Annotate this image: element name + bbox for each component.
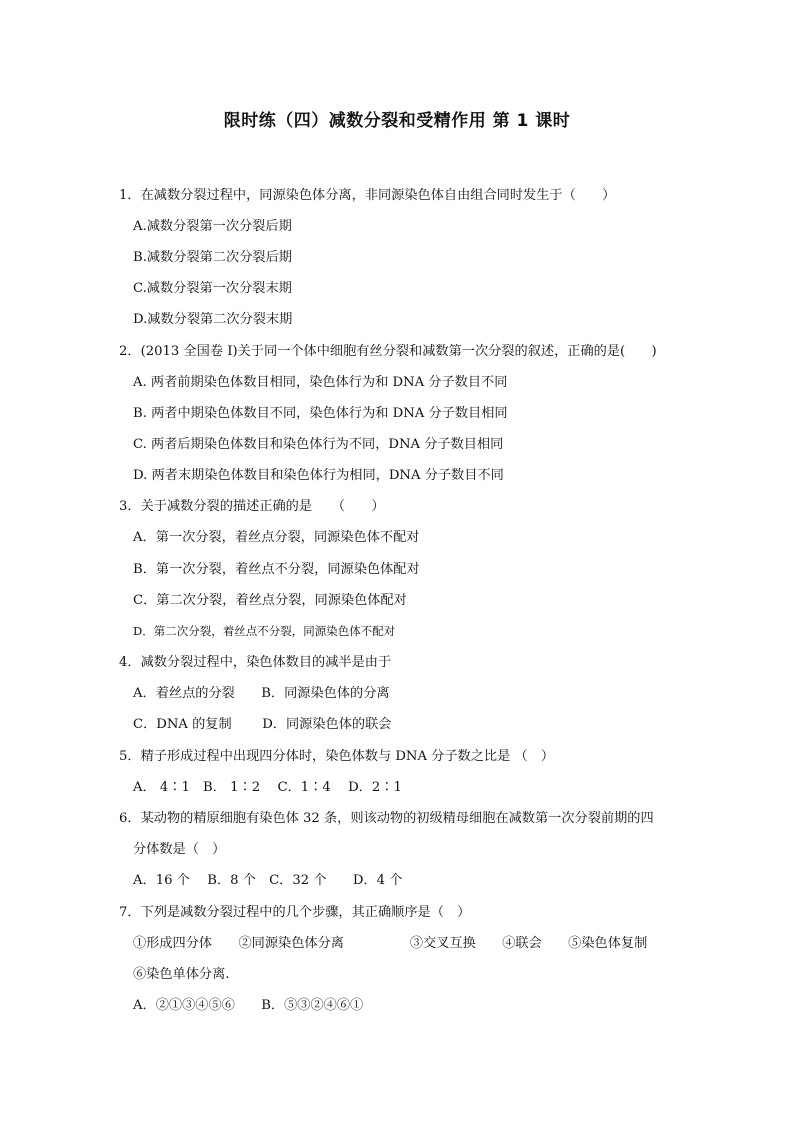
question-3-option-b: B．第一次分裂，着丝点不分裂，同源染色体配对: [133, 562, 420, 577]
question-6-stem-continued: 分体数是（ ）: [133, 842, 226, 857]
question-2-option-d: D. 两者末期染色体数目和染色体行为相同，DNA 分子数目不同: [133, 468, 504, 483]
question-3-option-d: D．第二次分裂，着丝点不分裂，同源染色体不配对: [133, 624, 396, 638]
question-1-option-c: C.减数分裂第一次分裂末期: [133, 281, 292, 296]
question-7-stem: 7．下列是减数分裂过程中的几个步骤，其正确顺序是（ ）: [119, 905, 471, 920]
question-2-option-b: B. 两者中期染色体数目不同，染色体行为和 DNA 分子数目相同: [133, 406, 508, 421]
question-6-options: A．16 个 B．8 个 C．32 个 D．4 个: [133, 873, 403, 888]
question-1-stem: 1．在减数分裂过程中，同源染色体分离，非同源染色体自由组合同时发生于（ ）: [119, 188, 616, 203]
question-5-options: A． 4∶1 B． 1∶2 C．1∶4 D．2∶1: [133, 780, 402, 795]
question-6-stem: 6．某动物的精原细胞有染色体 32 条，则该动物的初级精母细胞在减数第一次分裂前期的四: [119, 811, 654, 826]
question-2-option-c: C. 两者后期染色体数目和染色体行为不同，DNA 分子数目相同: [133, 437, 504, 452]
question-7-steps-continued: ⑥染色单体分离.: [133, 967, 230, 982]
question-5-stem: 5．精子形成过程中出现四分体时，染色体数与 DNA 分子数之比是 （ ）: [119, 749, 555, 764]
question-3-option-a: A．第一次分裂，着丝点分裂，同源染色体不配对: [133, 530, 420, 545]
question-7-steps: ①形成四分体 ②同源染色体分离 ③交叉互换 ④联会 ⑤染色体复制: [133, 936, 648, 951]
question-3-stem: 3．关于减数分裂的描述正确的是 （ ）: [119, 499, 385, 514]
question-2-option-a: A. 两者前期染色体数目相同，染色体行为和 DNA 分子数目不同: [133, 375, 508, 390]
question-4-options-cd: C．DNA 的复制 D．同源染色体的联会: [133, 717, 392, 732]
question-4-options-ab: A．着丝点的分裂 B．同源染色体的分离: [133, 686, 390, 701]
page-title: 限时练（四）减数分裂和受精作用 第 1 课时: [223, 111, 571, 131]
question-2-stem: 2．(2013 全国卷 I)关于同一个体中细胞有丝分裂和减数第一次分裂的叙述，正确的是( ): [119, 344, 657, 359]
question-1-option-b: B.减数分裂第二次分裂后期: [133, 250, 292, 265]
question-7-options: A．②①③④⑤⑥ B．⑤③②④⑥①: [133, 998, 364, 1013]
question-1-option-d: D.减数分裂第二次分裂末期: [133, 312, 293, 327]
question-1-option-a: A.减数分裂第一次分裂后期: [133, 219, 292, 234]
question-4-stem: 4．减数分裂过程中，染色体数目的减半是由于: [119, 655, 392, 670]
question-3-option-c: C．第二次分裂，着丝点分裂，同源染色体配对: [133, 593, 407, 608]
